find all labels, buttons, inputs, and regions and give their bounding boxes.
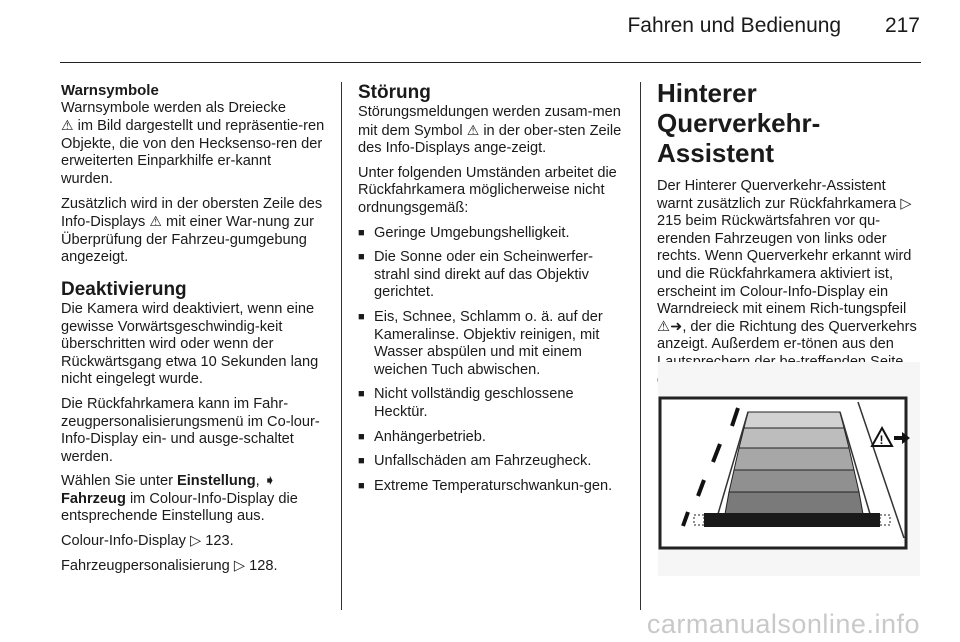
deaktivierung-paragraph-3: Wählen Sie unter Einstellung, ➧ Fahrzeug im Colour-Info-Display die entsprechende Einstellung aus. [61,473,298,525]
menu-term-einstellung: Einstellung [177,473,256,490]
text: Wählen Sie unter [61,473,173,490]
header-rule [60,62,921,63]
svg-text:!: ! [879,433,884,447]
stoerung-paragraph-2: Unter folgenden Umständen arbeitet die Rückfahrkamera möglicherweise nicht ordnungsgemäß: [358,164,617,216]
stoerung-paragraph-1 [358,104,624,158]
text: mit einer War-nung zur Überprüfung der Fahrzeu-gumgebung angezeigt. [61,214,314,266]
watermark: carmanualsonline.info [646,609,920,639]
warning-triangle-icon: ⚠ [61,117,74,134]
list-item: ■ Geringe Umgebungshelligkeit. [358,225,624,243]
warning-triangle-icon: ⚠ [466,121,480,138]
column-divider [341,82,342,610]
deaktivierung-paragraph-1: Die Kamera wird deaktiviert, wenn eine gewisse Vorwärtsgeschwindig-keit überschritten wird oder wenn der Rückwärtsgang etwa 10 Sekunden lang nicht eingelegt wurde. [61,300,319,388]
menu-term-fahrzeug: Fahrzeug [61,490,126,507]
guide-zone-1 [744,412,844,428]
text: Zusätzlich wird in der obersten Zeile des Info-Displays [61,195,323,231]
conditions-list [358,225,624,496]
text: beim Rückwärtsfahren vor qu-erenden Fahrzeugen von links oder rechts. Wenn Querverkehr erkannt wird und die Rückfahrkamera aktiviert ist, erscheint im Colour-Info-Display ein Warndreieck mit einem Rich-tungspfeil [657,213,912,318]
stoerung-heading: Störung [358,82,431,103]
text: 123. [205,533,234,550]
header-title: Fahren und Bedienung [627,14,842,37]
text: in der ober-sten Zeile des Info-Displays ange-zeigt. [358,122,622,157]
warning-triangle-icon: ⚠ [149,213,162,230]
text: 128. [249,557,278,574]
column-1 [61,82,327,582]
list-item: ■ Unfallschäden am Fahrzeugheck. [358,453,624,471]
warnsymbole-paragraph-2 [61,196,327,267]
text: Colour-Info-Display [61,533,186,550]
page-number: 217 [884,14,920,37]
querverkehr-paragraph [657,178,923,389]
list-item: ■ Anhängerbetrieb. [358,429,624,447]
arrow-right-icon: ➧ [263,473,277,490]
text: Fahrzeugpersonalisierung [61,557,230,574]
warning-arrow-icon: ⚠➜ [657,318,683,335]
column-divider [640,82,641,610]
list-item: ■ Extreme Temperaturschwankun-gen. [358,478,624,496]
guide-zone-3 [734,448,854,470]
warnsymbole-paragraph-1 [61,100,327,189]
guide-zone-2 [739,428,849,448]
deaktivierung-paragraph-2: Die Rückfahrkamera kann im Fahr-zeugpersonalisierungsmenü im Co-lour-Info-Display ein- und ausge-schaltet werden. [61,395,320,465]
list-item: ■ Nicht vollständig geschlossene Hecktür. [358,386,624,421]
text: Der Hinterer Querverkehr-Assistent warnt zusätzlich zur Rückfahrkamera [657,178,897,212]
warnsymbole-heading: Warnsymbole [61,82,159,99]
text: Warnsymbole werden als Dreiecke [61,99,286,116]
deaktivierung-heading: Deaktivierung [61,278,187,300]
querverkehr-heading: Hinterer Querverkehr-Assistent [657,78,821,168]
camera-view-graphic [658,362,920,576]
text: , der die Richtung des Querverkehrs anzeigt. Außerdem er-tönen aus den [657,318,917,353]
page-header [60,14,920,38]
cross-reference-2[interactable] [61,558,327,576]
text: im Colour-Info-Display die entsprechende Einstellung aus. [61,490,298,525]
page-reference-icon: ▷ [233,557,246,574]
guide-zone-4 [729,470,859,492]
page-reference-icon: ▷ [900,195,912,212]
text: im Bild dargestellt und repräsentie-ren Objekte, die von den Hecksenso-ren der erweiterten Einparkhilfe er-kannt wurden. [61,118,325,187]
cross-reference-1[interactable] [61,533,327,551]
text: Störungsmeldungen werden zusam-men mit dem Symbol [358,104,621,139]
list-item: ■ Die Sonne oder ein Scheinwerfer-strahl sind direkt auf das Objektiv gerichtet. [358,249,624,302]
page-reference-icon: ▷ [189,533,202,550]
column-3 [657,78,923,396]
camera-display-illustration [658,362,920,576]
guide-zone-5 [725,492,863,514]
bumper-bar [704,513,880,527]
list-item: ■ Eis, Schnee, Schlamm o. ä. auf der Kameralinse. Objektiv reinigen, mit Wasser abspülen und mit einem weichen Tuch abwischen. [358,309,624,379]
text: 215 [657,213,682,230]
column-2 [358,82,624,502]
